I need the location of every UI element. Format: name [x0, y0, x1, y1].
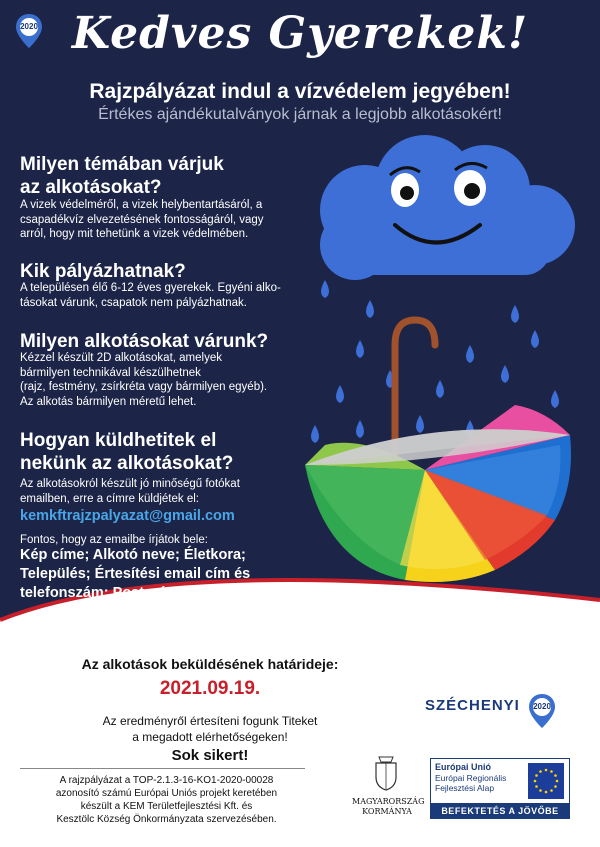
how-text: Az alkotásokról készült jó minőségű fotókat emailben, erre a címre küldjétek el: [20, 478, 240, 505]
coat-of-arms-icon [373, 755, 399, 791]
government-logo-text: MAGYARORSZÁG KORMÁNYA [352, 797, 425, 816]
eu-flag-icon [528, 763, 564, 799]
divider [20, 768, 305, 769]
eu-motto: BEFEKTETÉS A JÖVŐBE [430, 803, 570, 819]
subtitle: Rajzpályázat indul a vízvédelem jegyében! [89, 80, 511, 103]
who-text: A településen élő 6-12 éves gyerekek. Egyéni alko- tásokat várunk, csapatok nem pályázhatnak. [20, 282, 281, 309]
good-luck: Sok sikert! [171, 747, 249, 764]
deadline-date: 2021.09.19. [159, 678, 261, 699]
deadline-label: Az alkotások beküldésének határideje: [81, 656, 339, 672]
page-title: Kedves Gyerekek! [71, 8, 529, 59]
how-heading: Hogyan küldhetitek el nekünk az alkotásokat? [20, 430, 234, 474]
what-heading: Milyen alkotásokat várunk? [20, 331, 269, 352]
what-text: Kézzel készült 2D alkotásokat, amelyek bármilyen technikával készülhetnek (rajz, festmény, zsírkréta vagy bármilyen egyéb). Az alkotás bármilyen méretű lehet. [20, 352, 268, 408]
theme-heading: Milyen témában várjuk az alkotásokat? [20, 154, 224, 198]
szechenyi-logo-pin-icon [527, 692, 557, 730]
szechenyi-logo-text: SZÉCHENYI [425, 697, 520, 714]
footer-text: A rajzpályázat a TOP-2.1.3-16-KO1-2020-00028 azonosító számú Európai Uniós projekt keretében készült a KEM Területfejlesztési Kft. és Kesztölc Község Önkormányzata szervezésében. [55, 775, 278, 825]
theme-text: A vizek védelméről, a vizek helybentartásáról, a csapadékvíz elvezetésének fontosságáról, vagy arról, hogy mit tehetünk a vizek védelmében. [20, 199, 264, 240]
tagline: Értékes ajándékutalványok járnak a legjobb alkotásokért! [98, 106, 502, 123]
who-heading: Kik pályázhatnak? [20, 261, 186, 282]
eu-logo-text: Európai Unió Európai Regionális Fejlesztési Alap [435, 762, 507, 793]
szechenyi-year: 2020 [533, 702, 551, 711]
umbrella-icon [285, 315, 595, 600]
result-notice: Az eredményről értesíteni fogunk Titeket a megadott elérhetőségeken! [102, 714, 318, 744]
badge-year: 2020 [20, 22, 38, 31]
how-note: Fontos, hogy az emailbe írjátok bele: [20, 534, 208, 546]
required-fields: Kép címe; Alkotó neve; Életkora; Település; Értesítési email cím és telefonszám; Postacím. [20, 547, 251, 601]
email-link[interactable]: kemkftrajzpalyazat@gmail.com [20, 508, 235, 524]
